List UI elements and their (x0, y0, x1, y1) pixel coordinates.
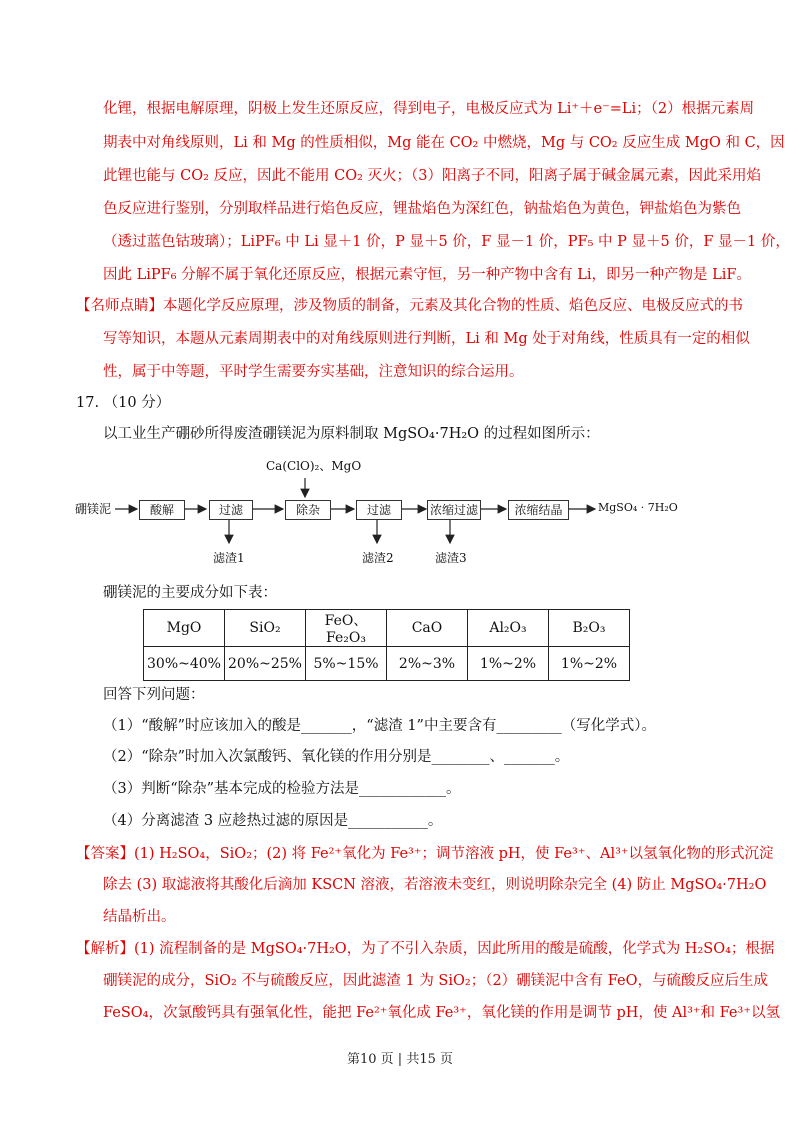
table-header-cell: Al₂O₃ (468, 610, 549, 647)
table-cell: 5%~15% (306, 647, 387, 681)
table-header-row (144, 610, 630, 647)
flow-product: MgSO₄ · 7H₂O (598, 501, 678, 514)
flow-step-filter: 过滤 (356, 500, 402, 520)
sub-question: （4）分离滤渣 3 应趁热过滤的原因是___________。 (103, 813, 443, 829)
flow-residue: 滤渣3 (435, 551, 467, 565)
table-header-cell: FeO、Fe₂O₃ (306, 610, 387, 647)
solution-line: （透过蓝色钴玻璃）；LiPF₆ 中 Li 显＋1 价，P 显＋5 价，F 显－1 价，PF₅ 中 P 显＋5 价，F 显－1 价， (103, 234, 790, 250)
table-intro: 硼镁泥的主要成分如下表： (103, 585, 277, 601)
table-cell: 1%~2% (468, 647, 549, 681)
flow-reagent: Ca(ClO)₂、MgO (266, 459, 362, 473)
solution-line: 因此 LiPF₆ 分解不属于氧化还原反应，根据元素守恒，另一种产物中含有 Li，即另一种产物是 LiF。 (103, 267, 751, 283)
flow-residue: 滤渣2 (362, 551, 394, 565)
flow-residue: 滤渣1 (213, 551, 245, 565)
flow-step-filter: 过滤 (209, 500, 253, 520)
tips-line: 性，属于中等题，平时学生需要夯实基础，注意知识的综合运用。 (103, 364, 524, 380)
analysis-line: FeSO₄，次氯酸钙具有强氧化性，能把 Fe²⁺氧化成 Fe³⁺，氧化镁的作用是调节 pH，使 Al³⁺和 Fe³⁺以氢 (103, 1005, 780, 1021)
table-cell: 1%~2% (549, 647, 630, 681)
analysis-line: 硼镁泥的成分，SiO₂ 不与硫酸反应，因此滤渣 1 为 SiO₂；（2）硼镁泥中含有 FeO，与硫酸反应后生成 (103, 973, 769, 989)
solution-line: 色反应进行鉴别，分别取样品进行焰色反应，锂盐焰色为深红色，钠盐焰色为黄色，钾盐焰色为紫色 (103, 201, 741, 217)
question-number: 17. （10 分） (76, 395, 171, 411)
tips-line: 【名师点睛】本题化学反应原理，涉及物质的制备，元素及其化合物的性质、焰色反应、电极反应式的书 (76, 298, 743, 314)
sub-question: （3）判断“除杂”基本完成的检验方法是____________。 (103, 781, 461, 797)
page-footer: 第10 页 | 共15 页 (347, 1052, 453, 1067)
sub-question: （1）“酸解”时应该加入的酸是_______，“滤渣 1”中主要含有_________（写化学式）。 (103, 718, 656, 734)
solution-line: 期表中对角线原则，Li 和 Mg 的性质相似，Mg 能在 CO₂ 中燃烧，Mg 与 CO₂ 反应生成 MgO 和 C，因 (103, 135, 785, 151)
table-cell: 2%~3% (387, 647, 468, 681)
table-header-cell: MgO (144, 610, 225, 647)
table-cell: 30%~40% (144, 647, 225, 681)
composition-table (143, 609, 630, 681)
question-ask: 回答下列问题： (103, 687, 205, 703)
table-header-cell: SiO₂ (225, 610, 306, 647)
answer-line: 结晶析出。 (103, 909, 176, 925)
flow-step-purify: 除杂 (285, 500, 331, 520)
process-flow-diagram (75, 450, 715, 570)
flow-step-crystallize: 浓缩结晶 (508, 500, 569, 520)
analysis-line: 【解析】(1) 流程制备的是 MgSO₄·7H₂O，为了不引入杂质，因此所用的酸是硫酸，化学式为 H₂SO₄；根据 (76, 941, 775, 957)
table-header-cell: CaO (387, 610, 468, 647)
flow-start: 硼镁泥 (75, 502, 112, 516)
solution-line: 此锂也能与 CO₂ 反应，因此不能用 CO₂ 灭火；（3）阳离子不同，阳离子属于碱金属元素，因此采用焰 (103, 168, 761, 184)
flow-step-acid: 酸解 (139, 500, 185, 520)
sub-question: （2）“除杂”时加入次氯酸钙、氧化镁的作用分别是________、_______。 (103, 749, 570, 765)
answer-line: 【答案】(1) H₂SO₄，SiO₂；(2) 将 Fe²⁺氧化为 Fe³⁺；调节溶液 pH，使 Fe³⁺、Al³⁺以氢氧化物的形式沉淀 (76, 846, 774, 862)
table-cell: 20%~25% (225, 647, 306, 681)
tips-line: 写等知识，本题从元素周期表中的对角线原则进行判断，Li 和 Mg 处于对角线，性质具有一定的相似 (103, 331, 750, 347)
solution-line: 化锂，根据电解原理，阴极上发生还原反应，得到电子，电极反应式为 Li⁺＋e⁻=Li；（2）根据元素周 (103, 101, 755, 117)
table-header-cell: B₂O₃ (549, 610, 630, 647)
question-intro: 以工业生产硼砂所得废渣硼镁泥为原料制取 MgSO₄·7H₂O 的过程如图所示： (103, 426, 600, 442)
answer-line: 除去 (3) 取滤液将其酸化后滴加 KSCN 溶液，若溶液未变红，则说明除杂完全 (4) 防止 MgSO₄·7H₂O (103, 877, 767, 893)
flow-step-concentrate-filter: 浓缩过滤 (427, 500, 481, 520)
table-row (144, 647, 630, 681)
